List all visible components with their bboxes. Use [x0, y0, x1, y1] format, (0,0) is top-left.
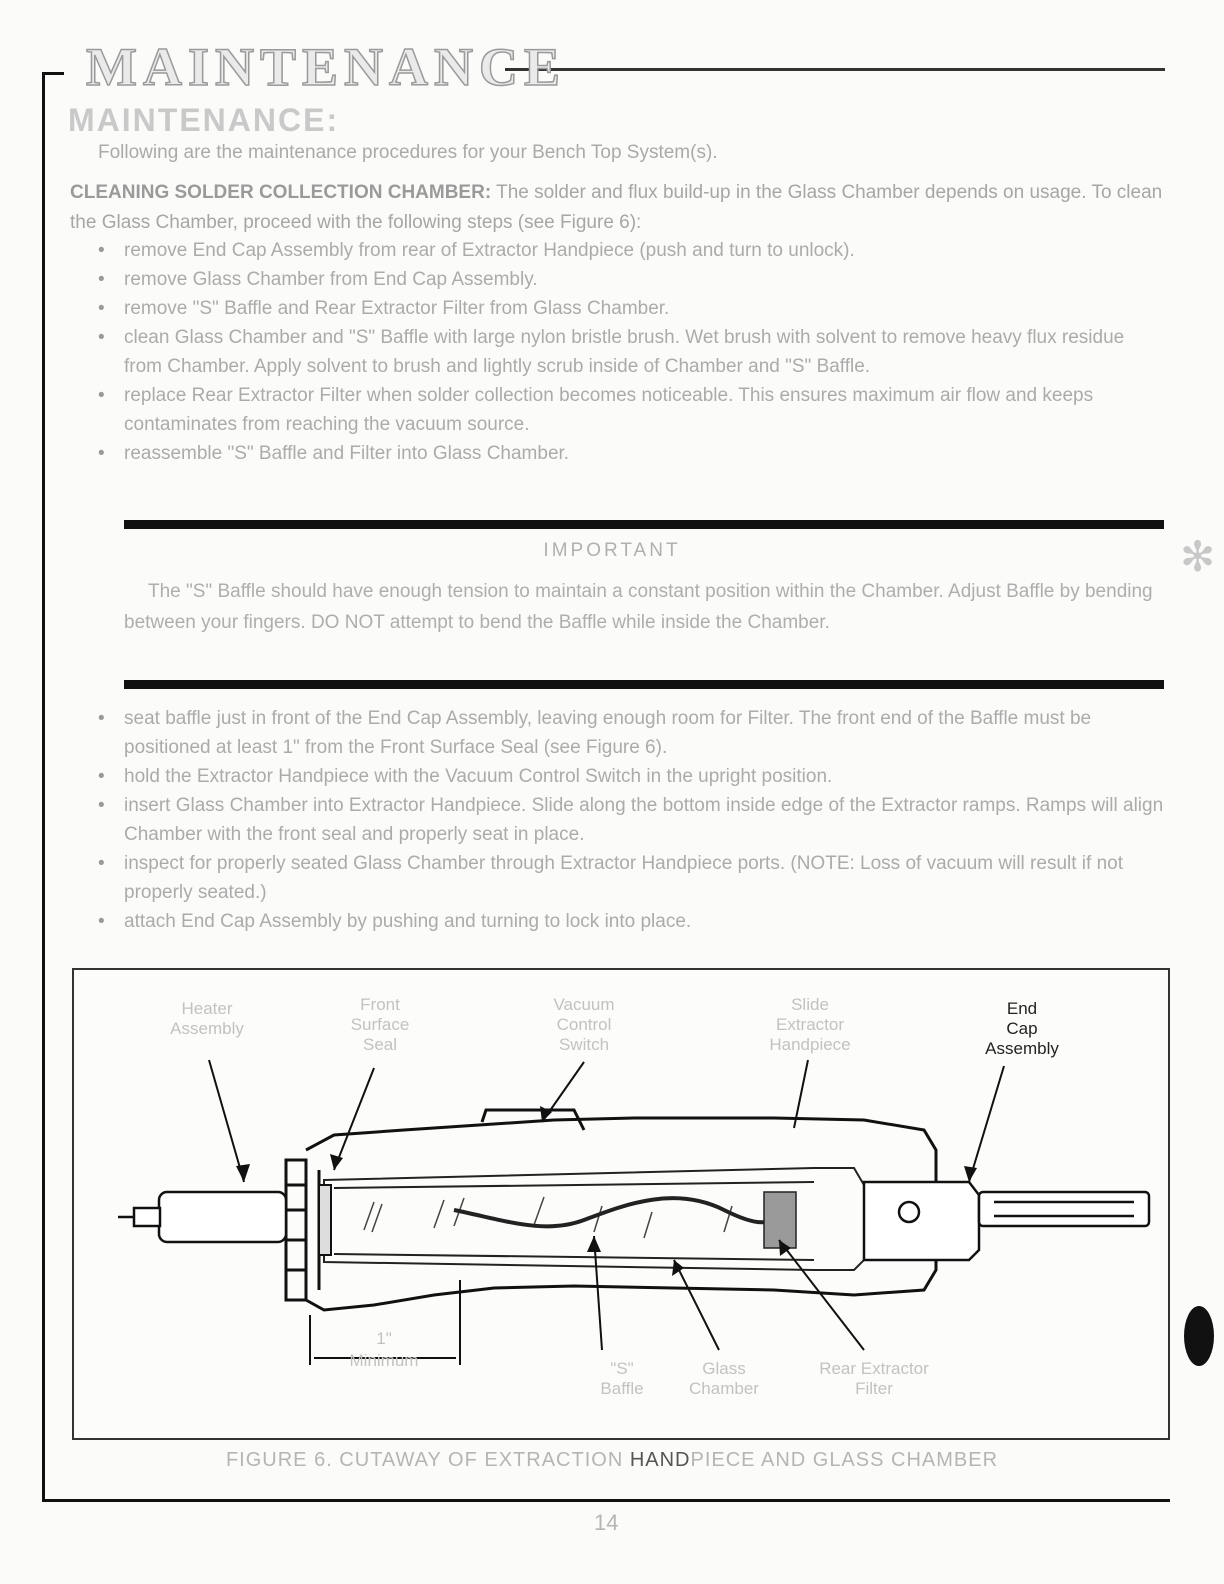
rear-filter-shape	[764, 1192, 796, 1248]
label-end-cap-1: End	[1006, 999, 1038, 1018]
bullet-icon: •	[98, 443, 105, 464]
caption-part-2: HAND	[629, 1449, 691, 1471]
cleaning-text: The solder and flux build-up in the Glass Chamber depends on usage. To clean the Glass Chamber, proceed with the following steps (see Figure 6):	[70, 182, 1163, 233]
important-rule-top	[124, 520, 1164, 529]
step-text: remove "S" Baffle and Rear Extractor Filter from Glass Chamber.	[124, 298, 670, 319]
step-text: attach End Cap Assembly by pushing and turning to lock into place.	[124, 911, 692, 932]
step-item	[96, 762, 1164, 791]
s-baffle-shape	[454, 1198, 779, 1226]
step-text: seat baffle just in front of the End Cap Assembly, leaving enough room for Filter. The front end of the Baffle must be positioned at least 1" from the Front Surface Seal (see Figure 6).	[124, 708, 1092, 758]
step-text: remove End Cap Assembly from rear of Extractor Handpiece (push and turn to unlock).	[124, 240, 855, 261]
bullet-icon: •	[98, 240, 105, 261]
label-dimension-1: 1"	[376, 1329, 392, 1348]
page-title: MAINTENANCE	[86, 37, 567, 97]
bullet-icon: •	[98, 911, 105, 932]
header-rule	[505, 68, 1165, 71]
step-text: reassemble "S" Baffle and Filter into Glass Chamber.	[124, 443, 570, 464]
bullet-icon: •	[98, 795, 105, 816]
step-text: hold the Extractor Handpiece with the Vacuum Control Switch in the upright position.	[124, 766, 833, 787]
label-slide-extractor-3: Handpiece	[769, 1035, 851, 1054]
step-text: replace Rear Extractor Filter when solder collection becomes noticeable. This ensures maximum air flow and keeps contaminates from reaching the vacuum source.	[124, 385, 1094, 435]
step-text: remove Glass Chamber from End Cap Assembly.	[124, 269, 538, 290]
figure-caption	[0, 1449, 1224, 1472]
end-cap-shape	[864, 1182, 1149, 1260]
step-item	[96, 439, 1164, 468]
caption-part-1: FIGURE 6. CUTAWAY OF EXTRACTION	[225, 1449, 630, 1471]
label-front-surface-seal-3: Seal	[362, 1035, 398, 1054]
intro-text: Following are the maintenance procedures for your Bench Top System(s).	[98, 142, 718, 163]
step-item	[96, 791, 1164, 849]
section-heading: MAINTENANCE:	[68, 102, 340, 138]
important-title: IMPORTANT	[543, 540, 681, 561]
bullet-icon: •	[98, 269, 105, 290]
label-vacuum-control-switch-2: Control	[556, 1015, 612, 1034]
step-text: inspect for properly seated Glass Chamber through Extractor Handpiece ports. (NOTE: Loss of vacuum will result if not properly seated.)	[124, 853, 1123, 903]
label-s-baffle-1: "S"	[610, 1359, 634, 1378]
step-item	[96, 907, 1164, 936]
step-item	[96, 323, 1164, 381]
label-rear-filter-1: Rear Extractor	[819, 1359, 929, 1378]
cleaning-heading: CLEANING SOLDER COLLECTION CHAMBER:	[70, 182, 492, 203]
page-border-bottom	[42, 1499, 1170, 1502]
label-end-cap-3: Assembly	[985, 1039, 1059, 1058]
label-heater-assembly-1: Heater	[181, 999, 233, 1018]
bullet-icon: •	[98, 385, 105, 406]
page-border-left	[42, 72, 45, 1502]
label-glass-chamber-2: Chamber	[689, 1379, 759, 1398]
binder-hole-mark	[1184, 1306, 1214, 1366]
step-item	[96, 381, 1164, 439]
bullet-icon: •	[98, 853, 105, 874]
label-s-baffle-2: Baffle	[600, 1379, 644, 1398]
label-vacuum-control-switch-3: Switch	[558, 1035, 610, 1054]
step-text: clean Glass Chamber and "S" Baffle with large nylon bristle brush. Wet brush with solvent to remove heavy flux residue from Chamber. Apply solvent to brush and lightly scrub inside of Chamber and "S" Baffle.	[124, 327, 1125, 377]
header-tick	[42, 72, 64, 75]
label-dimension-2: Minimum	[349, 1351, 419, 1370]
step-item	[96, 265, 1164, 294]
step-text: insert Glass Chamber into Extractor Handpiece. Slide along the bottom inside edge of the Extractor ramps. Ramps will align Chamber with the front seal and properly seat in place.	[124, 795, 1164, 845]
steps-list-after	[96, 704, 1164, 936]
cleaning-paragraph	[70, 178, 1164, 238]
label-front-surface-seal-2: Surface	[350, 1015, 410, 1034]
step-item	[96, 294, 1164, 323]
step-item	[96, 236, 1164, 265]
label-front-surface-seal-1: Front	[360, 995, 400, 1014]
page-number: 14	[594, 1510, 619, 1535]
figure-labels-dark	[985, 999, 1059, 1058]
bullet-icon: •	[98, 708, 105, 729]
label-glass-chamber-1: Glass	[702, 1359, 746, 1378]
label-heater-assembly-2: Assembly	[170, 1019, 244, 1038]
steps-list-before	[96, 236, 1164, 468]
important-rule-bottom	[124, 680, 1164, 689]
label-end-cap-2: Cap	[1006, 1019, 1038, 1038]
step-item	[96, 849, 1164, 907]
handpiece-diagram	[74, 970, 1168, 1438]
side-mark-icon: ✻	[1180, 533, 1216, 580]
important-body: The "S" Baffle should have enough tension to maintain a constant position within the Chamber. Adjust Baffle by bending between your fingers. DO NOT attempt to bend the Baffle while inside the Chamber.	[124, 581, 1153, 633]
label-rear-filter-2: Filter	[855, 1379, 893, 1398]
label-vacuum-control-switch-1: Vacuum	[553, 995, 615, 1014]
caption-part-3: PIECE AND GLASS CHAMBER	[690, 1449, 999, 1471]
label-slide-extractor-2: Extractor	[775, 1015, 845, 1034]
heater-tip	[118, 1192, 286, 1242]
step-item	[96, 704, 1164, 762]
front-seal-shape	[319, 1185, 331, 1255]
glass-hatching	[364, 1197, 732, 1238]
bullet-icon: •	[98, 298, 105, 319]
bullet-icon: •	[98, 327, 105, 348]
bullet-icon: •	[98, 766, 105, 787]
figure-cutaway	[72, 968, 1170, 1440]
label-slide-extractor-1: Slide	[791, 995, 829, 1014]
